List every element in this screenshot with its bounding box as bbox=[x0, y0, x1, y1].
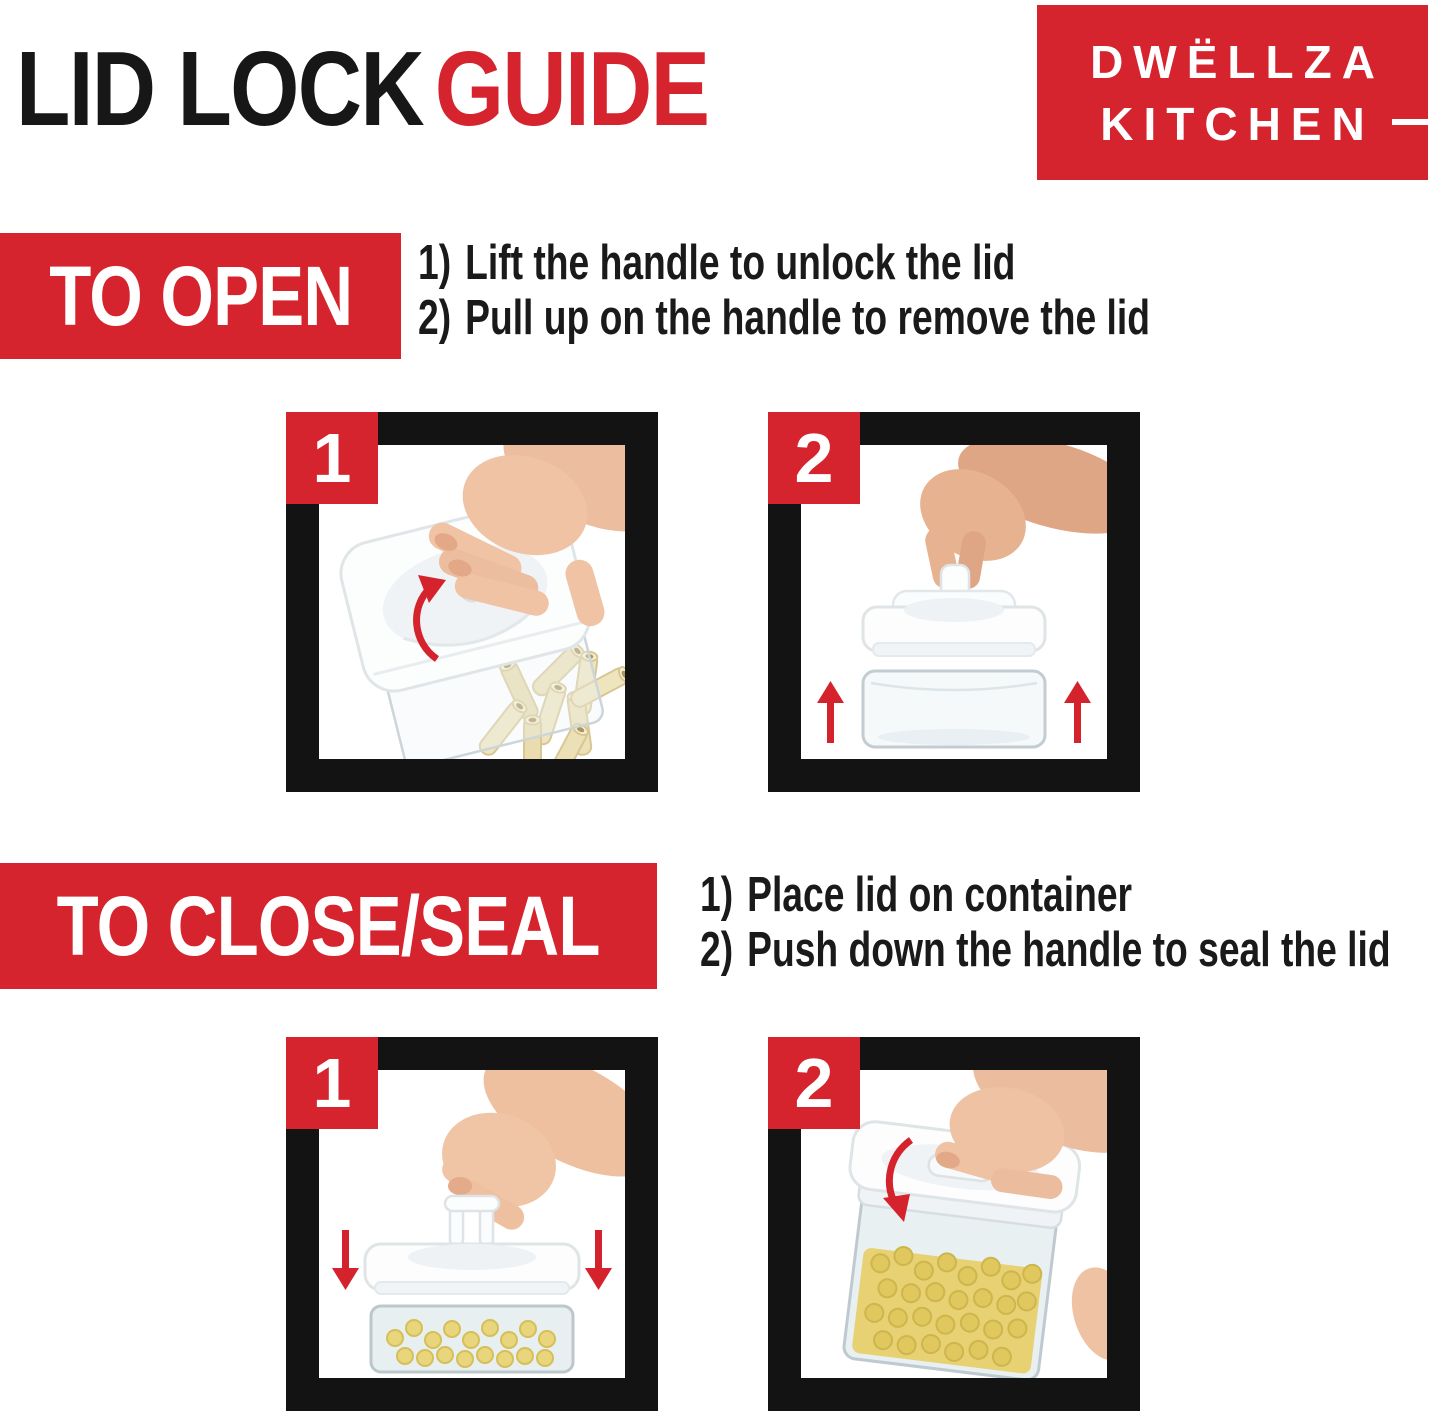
arrow-up-icon bbox=[1064, 681, 1091, 743]
brand-logo bbox=[1037, 5, 1428, 180]
page-title bbox=[16, 30, 709, 148]
hand-icon bbox=[904, 445, 1107, 591]
figure-number-badge: 2 bbox=[768, 412, 860, 504]
to-open-label-text: TO OPEN bbox=[48, 248, 353, 343]
supporting-hand-icon bbox=[1061, 1259, 1107, 1369]
arrow-down-icon bbox=[585, 1230, 612, 1290]
container-icon bbox=[371, 1306, 573, 1372]
to-close-seal-label-text: TO CLOSE/SEAL bbox=[57, 878, 601, 973]
figure-number-badge: 1 bbox=[286, 412, 378, 504]
step-item: 1) Place lid on container bbox=[700, 868, 1133, 922]
to-open-label bbox=[0, 233, 401, 359]
title-black-part: LID LOCK bbox=[16, 30, 423, 148]
brand-name-line1: DWËLLZA bbox=[1090, 35, 1385, 88]
logo-dash-icon bbox=[1392, 119, 1445, 125]
figure-open-step-1 bbox=[286, 412, 658, 792]
container-icon bbox=[863, 671, 1045, 747]
figure-open-step-2 bbox=[768, 412, 1140, 792]
step-item: 1) Lift the handle to unlock the lid bbox=[418, 236, 1016, 290]
to-close-seal-steps bbox=[700, 868, 1445, 978]
figure-close-step-1 bbox=[286, 1037, 658, 1411]
to-open-steps bbox=[418, 236, 1381, 346]
figure-number-badge: 1 bbox=[286, 1037, 378, 1129]
arrow-down-icon bbox=[332, 1230, 359, 1290]
figure-number-badge: 2 bbox=[768, 1037, 860, 1129]
brand-name-line2: KITCHEN bbox=[1100, 97, 1375, 150]
lid-icon bbox=[863, 565, 1045, 656]
step-item: 2) Pull up on the handle to remove the lid bbox=[418, 291, 1150, 345]
lid-icon bbox=[365, 1244, 579, 1294]
figure-close-step-2 bbox=[768, 1037, 1140, 1411]
step-item: 2) Push down the handle to seal the lid bbox=[700, 923, 1391, 977]
arrow-up-icon bbox=[817, 681, 844, 743]
to-close-seal-label bbox=[0, 863, 657, 989]
title-red-part: GUIDE bbox=[434, 30, 709, 148]
lid-handle-icon bbox=[445, 1196, 499, 1246]
